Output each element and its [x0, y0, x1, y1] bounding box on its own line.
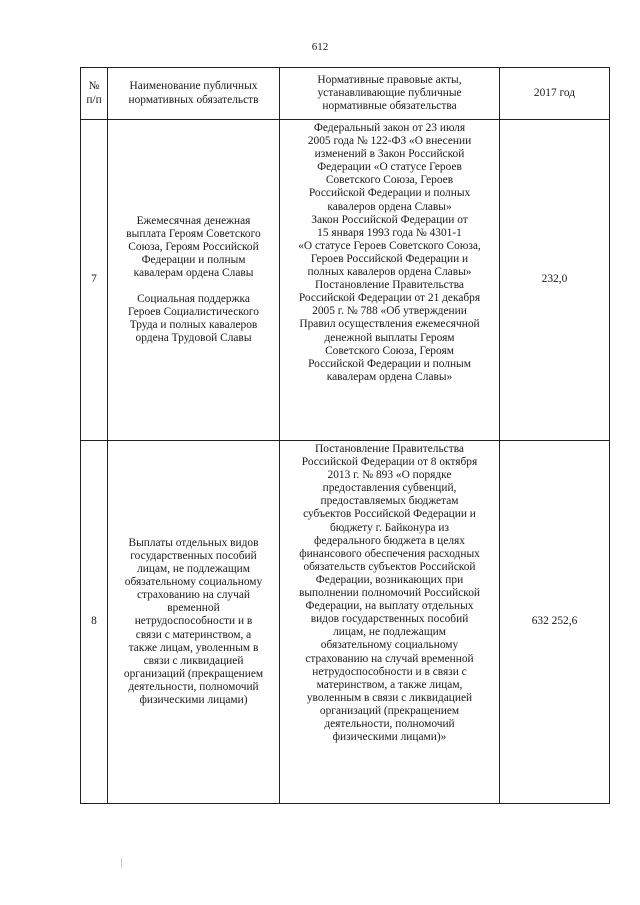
obligation-name-line: Союза, Героям Российской [128, 240, 259, 253]
legal-act-line: Советского Союза, Героям [325, 344, 454, 357]
scan-artifact [121, 858, 122, 868]
legal-act-line: Постановление Правительства [315, 443, 464, 455]
obligation-name [108, 441, 280, 804]
legal-act-line: Федерации «О статусе Героев [317, 161, 462, 174]
obligation-name-line: Выплаты отдельных видов [128, 536, 259, 549]
legal-act-line: федерального бюджета в целях [314, 534, 465, 547]
obligation-name-line: также лицам, уволенным в [128, 641, 259, 654]
obligation-name-line: нетрудоспособности и в [134, 615, 253, 628]
legal-act-line: обязательств субъектов Российской [303, 560, 476, 573]
obligation-name-line: Ежемесячная денежная [136, 214, 251, 227]
page-number: 612 [311, 41, 329, 53]
legal-act-line: выполнении полномочий Российской [298, 587, 481, 600]
legal-act-line: Постановление Правительства [315, 279, 464, 292]
legal-acts [280, 120, 500, 441]
legal-act-line: обязательному социальному [320, 639, 459, 652]
legal-act-line: субъектов Российской Федерации и [303, 508, 476, 521]
header-acts [280, 68, 500, 120]
amount-2017: 632 252,6 [500, 441, 610, 804]
header-num-line: п/п [86, 93, 102, 106]
legal-act-line: 2013 г. № 893 «О порядке [327, 469, 452, 482]
amount-2017: 232,0 [500, 120, 610, 441]
legal-act-line: организаций (прекращением [319, 704, 460, 717]
table-row [81, 120, 610, 441]
legal-act-line: лицам, не подлежащим [333, 626, 446, 639]
obligation-name-line: лицам, не подлежащим [137, 563, 250, 576]
row-number: 7 [81, 120, 108, 441]
legal-act-line: Федеральный закон от 23 июля [313, 122, 466, 134]
legal-act-line: 15 января 1993 года № 4301-1 [317, 226, 462, 239]
legal-act-line: Федерации, на выплату отдельных [305, 600, 474, 613]
obligation-name-line: кавалерам ордена Славы [133, 266, 254, 279]
obligation-name-line: страхованию на случай [136, 589, 251, 602]
legal-act-line: Правил осуществления ежемесячной [299, 318, 480, 331]
legal-act-line: Российской Федерации и полных [308, 187, 471, 200]
obligation-name-line: физическими лицами) [139, 694, 248, 707]
legal-act-line: денежной выплаты Героям [324, 331, 455, 344]
legal-act-line: деятельности, полномочий [324, 717, 455, 730]
obligation-name [108, 120, 280, 441]
table-header-row [81, 68, 610, 120]
legal-act-line: Российской Федерации и полным [308, 357, 471, 370]
legal-act-line: страхованию на случай временной [305, 652, 474, 665]
legal-act-line: Российской Федерации от 21 декабря [298, 292, 481, 305]
obligation-name-line: Героев Социалистического [128, 306, 259, 319]
legal-act-line: «О статусе Героев Советского Союза, [298, 239, 481, 252]
legal-act-line: предоставления субвенций, [322, 482, 457, 495]
legal-act-line: кавалеров ордена Славы» [327, 200, 452, 213]
legal-act-line: Закон Российской Федерации от [311, 213, 468, 226]
legal-act-line: изменений в Закон Российской [314, 148, 465, 161]
legal-act-line: Федерации, возникающих при [315, 573, 464, 586]
legal-act-line: финансового обеспечения расходных [299, 547, 480, 560]
legal-act-line: уволенным в связи с ликвидацией [306, 691, 473, 704]
obligation-name-line: организаций (прекращением [123, 667, 264, 680]
header-name [108, 68, 280, 120]
obligation-name-line: ордена Трудовой Славы [135, 332, 252, 345]
header-acts-line: Нормативные правовые акты, [317, 73, 462, 86]
header-year: 2017 год [500, 68, 610, 120]
header-acts-line: устанавливающие публичные [317, 86, 462, 99]
legal-act-line: полных кавалеров ордена Славы» [307, 266, 472, 279]
legal-act-line: 2005 года № 122-ФЗ «О внесении [307, 135, 472, 148]
obligation-name-line: обязательному социальному [124, 576, 263, 589]
legal-act-line: Российской Федерации от 8 октября [301, 456, 478, 469]
header-num-line: № [88, 80, 100, 93]
legal-act-line: видов государственных пособий [310, 613, 469, 626]
legal-act-line: материнством, а также лицам, [316, 678, 463, 691]
obligation-name-line: Труда и полных кавалеров [129, 319, 258, 332]
obligation-name-line: деятельности, полномочий [128, 680, 259, 693]
legal-act-line: Советского Союза, Героев [325, 174, 454, 187]
legal-act-line: Героев Российской Федерации и [310, 252, 469, 265]
header-num [81, 68, 108, 120]
row-number: 8 [81, 441, 108, 804]
obligation-name-line: государственных пособий [130, 549, 257, 562]
header-acts-line: нормативные обязательства [322, 100, 457, 113]
legal-act-line: бюджету г. Байконура из [329, 521, 450, 534]
obligation-name-line: выплата Героям Советского [126, 227, 261, 240]
header-name-line: нормативных обязательств [128, 93, 259, 106]
legal-act-line: кавалерам ордена Славы» [326, 370, 453, 383]
legal-act-line: предоставляемых бюджетам [320, 495, 459, 508]
legal-act-line: нетрудоспособности и в связи с [312, 665, 467, 678]
obligation-name-line: Федерации и полным [141, 253, 246, 266]
table-row [81, 441, 610, 804]
header-name-line: Наименование публичных [129, 80, 258, 93]
obligation-name-line: связи с материнством, а [135, 628, 252, 641]
obligation-name-line: Социальная поддержка [137, 293, 250, 306]
obligation-name-line: временной [167, 602, 220, 615]
obligations-table [80, 67, 610, 804]
obligation-name-line: связи с ликвидацией [143, 654, 244, 667]
legal-act-line: физическими лицами)» [332, 731, 447, 744]
legal-act-line: 2005 г. № 788 «Об утверждении [312, 305, 467, 318]
legal-acts [280, 441, 500, 804]
